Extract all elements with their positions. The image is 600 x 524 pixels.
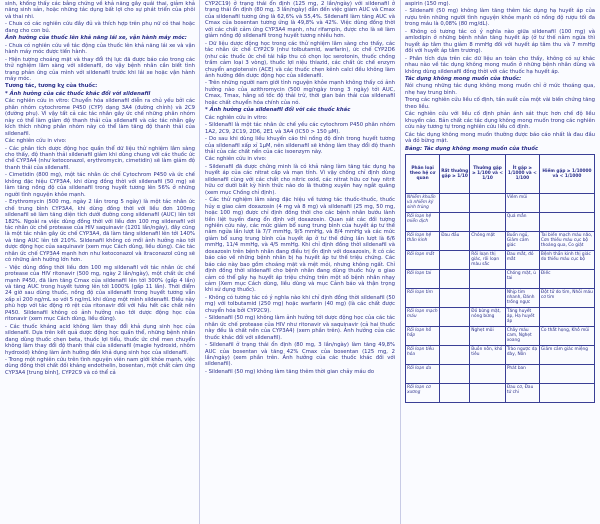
body-paragraph: - Sildenafil đã được chứng minh là có khả năng làm tăng tác dụng hạ huyết áp của các nitrat cấp và mạn tính. Vì vậy chống chỉ định dùng sildenafil cùng với các chất cho nitric oxid, các nitrat hữu cơ hay nitrit hữu cơ dưới bất kỳ hình thức nào do là thường xuyên hay ngắt quãng (xem mục Chống chỉ định). [205,163,395,196]
body-paragraph: - Do sau khi dùng liều khuyến cáo thì nồng độ đỉnh trong huyết tương của sildenafil xấp xỉ 1μM, nên sildenafil sẽ không làm thay đổi độ thanh thải của các chất nền của các isoenzym này. [205,136,395,155]
body-paragraph: - Trong một nghiên cứu trên tình nguyện viên nam giới khỏe mạnh, việc dùng đồng thời chất đối kháng endothelin, bosentan, một chất cảm ứng CYP3A4 [trung bình], CYP2C9 và có thể cả [5,357,195,376]
section-heading: Tương tác, tương kỵ của thuốc: [5,83,98,90]
table-cell: Giảm cảm giác miệng [539,345,594,364]
table-row [406,326,595,345]
text-column-1 [2,0,198,524]
table-cell [470,193,506,212]
body-paragraph: - Các thử nghiệm lâm sàng đặc hiệu về tương tác thuốc-thuốc, thuốc hủy α giao cảm doxazosin (4 mg và 8 mg) và sildenafil (25 mg, 50 mg, hoặc 100 mg) được chỉ định đồng thời cho các bệnh nhân bướu lành tiền liệt tuyến đang ổn định với doxazosin. Quan sát các đối tượng nghiên cứu này, các mức giảm bổ sung trung bình của huyết áp tư thế nằm ngửa lần lượt là 7/7 mmHg, 9/5 mmHg, và 8/4 mmHg và các mức giảm bổ sung trung bình của huyết áp ở tư thế đứng lần lượt là 6/6 mmHg, 11/4 mmHg, và 4/5 mmHg. Khi chỉ định đồng thời sildenafil và doxazosin trên bệnh nhân đang điều trị ổn định với doxazosin, ít có các báo cáo về những bệnh nhân bị hạ huyết áp tư thế triệu chứng. Các báo cáo này bao gồm choáng mặt và mệt mỏi, nhưng không ngất. Chỉ định đồng thời sildenafil cho bệnh nhân đang dùng thuốc hủy α giao cảm có thể gây hạ huyết áp triệu chứng trên một số bệnh nhân nhạy cảm (Xem mục Cách dùng, liều dùng và mục Cảnh báo và thận trọng khi sử dụng thuốc). [205,197,395,294]
table-cell [470,364,506,383]
table-cell [440,212,470,231]
body-paragraph: Các nghiên cứu in vitro: Chuyển hóa sildenafil diễn ra chủ yếu bởi các phân nhóm cytochrome P450 (CYP) dạng 3A4 (đường chính) và 2C9 (đường phụ). Vì vậy tất cả các tác nhân gây ức chế những phân nhóm này có thể làm giảm độ thanh thải của sildenafil và các tác nhân gây kích thích những phân nhóm này có thể làm tăng độ thanh thải của sildenafil. [5,98,195,137]
table-row [406,288,595,307]
body-paragraph: sinh, khống thấy các bằng chứng về khả năng gây quái thai, giảm khả năng sinh sản, hoặc những tác dụng bất lợi cho sự phát triển của phôi và thai nhi. [5,1,195,20]
table-header-cell: Ít gặp ≥ 1/1000 và < 1/100 [505,154,539,193]
organ-system-cell: Rối loạn mạch máu [406,307,440,326]
table-cell: Rối loạn thị giác, rối loạn màu sắc [470,250,506,269]
body-paragraph: - Sildenafil (50 mg) không làm tăng thêm tác dụng hạ huyết áp của rượu trên những người tình nguyện khỏe mạnh có nồng độ rượu tối đa trong máu là 0,08% (80 mg/dL). [405,8,595,28]
table-cell [440,364,470,383]
organ-system-cell: Rối loạn hô hấp [406,326,440,345]
organ-system-cell: Nhiễm khuẩn và nhiễm ký sinh trùng [406,193,440,212]
table-cell [539,193,594,212]
table-header-cell: Rất thường gặp ≥ 1/10 [440,154,470,193]
section-heading: Ảnh hưởng của thuốc lên khả năng lái xe, vận hành máy móc: [5,35,187,42]
table-cell: Đau mắt, đỏ mắt [505,250,539,269]
organ-system-cell: Rối loạn cơ xương [406,383,440,402]
table-cell: Chóng mặt [470,231,506,250]
table-cell: Điếc [539,269,594,288]
table-cell [470,212,506,231]
organ-system-cell: Rối loạn tiêu hóa [406,345,440,364]
table-cell: Chóng mặt, ù tai [505,269,539,288]
table-cell: Co thắt họng, Khô mũi [539,326,594,345]
table-cell [539,364,594,383]
organ-system-cell: Rối loạn mắt [406,250,440,269]
table-cell: Nhịp tim nhanh, Đánh trống ngực [505,288,539,307]
body-paragraph: Các nghiên cứu với liều cố định phản ánh sát thực hơn chế độ liều khuyến cáo. Bản chất các tác dụng không mong muốn trong các nghiên cứu này tương tự trong nghiên cứu liều cố định. [405,111,595,131]
text-column-3 [402,0,598,524]
table-cell: Viêm mũi [505,193,539,212]
table-cell [440,288,470,307]
table-header-row [406,154,595,193]
body-paragraph: Các nghiên cứu in vivo: [5,138,67,145]
body-paragraph: Các nghiên cứu in vivo: [205,156,267,163]
section-heading: Bảng: Tác dụng không mong muốn của thuốc [405,145,539,152]
organ-system-cell: Rối loạn hệ thần kinh [406,231,440,250]
body-paragraph: - Các phân tích dược động học quần thể dữ liệu thử nghiệm lâm sàng cho thấy, độ thanh thải sildenafil giảm khi dùng chung với các thuốc ức chế CYP3A4 (như ketoconazol, erythromycin, cimetidin) sẽ làm giảm độ thanh thải của sildenafil. [5,145,195,171]
body-paragraph: - Sildenafil (50 mg) không làm tăng thêm thời gian chảy máu do [205,368,375,375]
table-row [406,212,595,231]
section-heading: * Ảnh hưởng của các thuốc khác đối với sildenafil [5,90,151,97]
column-divider [400,0,401,524]
section-heading: * Ảnh hưởng của sildenafil đối với các thuốc khác [205,107,351,114]
table-cell: Đau cơ, Đau tứ chi [505,383,539,402]
body-paragraph: - Không có tương tác có ý nghĩa nào giữa sildenafil (100 mg) và amlodipin ở những bệnh nhân tăng huyết áp (ở tư thế nằm ngửa thì huyết áp tâm thu giảm 8 mmHg đối với huyết áp tâm thu và 7 mmHg đối với huyết áp tâm trương). [405,28,595,55]
body-paragraph: - Phân tích dựa trên các dữ liệu an toàn cho thấy, không có sự khác nhau nào về tác dụng không mong muốn ở những bệnh nhân dùng và không dùng sildenafil đồng thời với các thuốc hạ huyết áp. [405,55,595,75]
table-cell: Trào ngược dạ dày, Nôn [505,345,539,364]
organ-system-cell: Rối loạn tai [406,269,440,288]
table-cell [440,326,470,345]
body-paragraph: - Việc dùng đồng thời liều đơn 100 mg sildenafil với tác nhân ức chế protease của HIV ritonavir (500 mg, ngày 2 lần/ngày), một chất ức chế mạnh P450, đã làm tăng Cmax của sildenafil lên tới 300% (gấp 4 lần) và tăng AUC trong huyết tương lên tới 1000% (gấp 11 lần). Thời điểm 24 giờ sau dùng thuốc, nồng độ của sildenafil trong huyết tương vẫn xấp xỉ 200 ng/mL so với 5 ng/mL khi dùng một mình sildenafil. Điều này phù hợp với tác động rõ rệt của ritonavir đối với hầu hết các chất nền P450. Sildenafil không có ảnh hưởng nào tới dược động học của ritonavir (xem mục Cách dùng, liều dùng). [5,264,195,323]
table-cell: Đau đầu [440,231,470,250]
body-paragraph: Các tác dụng không mong muốn thường được báo cáo nhất là đau đầu và đỏ bừng mặt. [405,131,595,145]
table-cell [539,383,594,402]
table-cell: Bệnh thần kinh thị giác do thiếu máu cục bộ [539,250,594,269]
table-cell [470,269,506,288]
body-paragraph: - Chưa có các nghiên cứu đầy đủ và thích hợp trên phụ nữ có thai hoặc đang cho con bú. [5,21,195,34]
table-cell [539,212,594,231]
body-paragraph: - Không có tương tác có ý nghĩa nào khi chỉ định đồng thời sildenafil (50 mg) với tolbutamid (250 mg) hoặc warfarin (40 mg) (là các chất được chuyển hóa bởi CYP2C9). [205,294,395,314]
table-cell: Quá mẫn [505,212,539,231]
table-cell [440,345,470,364]
table-row [406,269,595,288]
table-cell: Buồn nôn, khó tiêu [470,345,506,364]
table-row [406,193,595,212]
organ-system-cell: Rối loạn da [406,364,440,383]
column-divider [199,0,200,524]
table-cell: Phát ban [505,364,539,383]
section-heading: Tác dụng không mong muốn của thuốc: [405,75,522,82]
text-column-2 [202,0,398,524]
table-row [406,364,595,383]
table-cell: Đột tử do tim, Nhồi máu cơ tim [539,288,594,307]
table-cell: Buồn ngủ, Giảm cảm giác [505,231,539,250]
body-paragraph: - Sildenafil là một tác nhân ức chế yếu các cytochrom P450 phân nhóm 1A2, 2C9, 2C19, 2D6, 2E1 và 3A4 (IC50 > 150 μM). [205,122,395,135]
table-cell [470,383,506,402]
table-cell: Chảy máu cam, Nghẹt xoang [505,326,539,345]
body-paragraph: Nói chung những tác dụng không mong muốn chỉ ở mức thoáng qua, nhẹ hay trung bình. [405,83,595,96]
table-header-cell: Thường gặp ≥ 1/100 và < 1/10 [470,154,506,193]
body-paragraph: Trong các nghiên cứu liều cố định, tần suất của một vài biến chứng tăng theo liều. [405,97,595,110]
body-paragraph: - Sildenafil ở trạng thái ổn định (80 mg, 3 lần/ngày) làm tăng 49,8% AUC của bosentan và tăng 42% Cmax của bosentan (125 mg, 2 lần/ngày) (xem phần trên. Ảnh hưởng của các thuốc khác đối với sildenafil). [205,342,395,368]
table-cell: Tai biến mạch máu não, Cơn thiếu máu cục bộ thoáng qua, Co giật [539,231,594,250]
body-paragraph: Các nghiên cứu in vitro: [205,114,268,121]
table-row [406,250,595,269]
organ-system-cell: Rối loạn tim [406,288,440,307]
body-paragraph: - Trên những người nam giới tình nguyện khỏe mạnh không thấy có ảnh hưởng nào của azithromycin (500 mg/ngày trong 3 ngày) tới AUC, Cmax, Tmax, hằng số tốc độ thải trừ, thời gian bán thải của sildenafil hoặc chất chuyển hóa chính của nó. [205,80,395,106]
table-row [406,345,595,364]
body-paragraph: - Dữ liệu dược động học trong các thử nghiệm lâm sàng cho thấy, các tác nhân ức chế CYP2C9 (như tolbutamid, warfarin), ức chế CYP2D6 (như các thuốc ức chế tái hấp thu có chọn lọc serotonin, thuốc chống trầm cảm loại 3 vòng), thuốc lợi niệu thiazid, các chất ức chế enzym chuyển angiotensin (ACE) và các thuốc chẹn kênh calci đều không làm ảnh hưởng đến dược động học của sildenafil. [205,40,395,79]
adverse-effects-table [405,154,595,403]
table-cell: Đỏ bừng mặt, nóng bừng [470,307,506,326]
body-paragraph: CYP2C19) ở trạng thái ổn định (125 mg, 2 lần/ngày) với sildenafil ở trạng thái ổn định (80 mg, 3 lần/ngày) dẫn đến việc giảm AUC và Cmax của sildenafil tương ứng là 62,6% và 55,4%. Sildenafil làm tăng AUC và Cmax của bosentan tương ứng là 49,8% và 42%. Việc dùng đồng thời với các chất cảm ứng CYP3A4 mạnh, như rifampin, được cho là sẽ làm giảm nồng độ sildenafil trong huyết tương nhiều hơn. [205,1,395,40]
table-cell [440,250,470,269]
table-cell [440,193,470,212]
table-cell [539,307,594,326]
table-cell [440,383,470,402]
table-header-cell: Hiếm gặp ≥ 1/10000 và < 1/1000 [539,154,594,193]
table-cell: Tăng huyết áp, Hạ huyết áp [505,307,539,326]
table-cell [470,288,506,307]
table-cell [440,307,470,326]
table-row [406,307,595,326]
table-header-cell: Phân loại theo hệ cơ quan [406,154,440,193]
table-row [406,383,595,402]
body-paragraph: - Erythromycin (500 mg, ngày 2 lần trong 5 ngày) là một tác nhân ức chế trung bình CYP3A4, khi dùng đồng thời với liều đơn 100mg sildenafil sẽ làm tăng diện tích dưới đường cong sildenafil (AUC) lên tới 182%. Ngoài ra việc dùng đồng thời với liều đơn 100 mg sildenafil với tác nhân ức chế protease của HIV saquinavir (1201 lần/ngày), đây cũng là một tác nhân gây ức chế CYP3A4, đã làm tăng sildenafil lên tới 140% và tăng AUC lên tới 210%. Sildenafil không có mối ảnh hưởng nào tới dược động học của saquinavir (xem mục Cách dùng, liều dùng). Các tác nhân ức chế CYP3A4 mạnh hơn như ketoconazol và itraconazol cũng sẽ có những ảnh hưởng lớn hơn. [5,199,195,264]
body-paragraph: aspirin (150 mg). [405,1,451,7]
body-paragraph: - Các thuốc kháng acid không làm thay đổi khả dụng sinh học của sildenafil. Dựa trên kết quả dược động học quần thể, những bệnh nhân đang dùng thuốc chẹn beta, thuốc lợi tiểu, thuốc ức chế men chuyển không làm thay đổi độ thanh thải của sildenafil (magie hydroxid, nhôm hydroxid) không làm ảnh hưởng đến khả dụng sinh học của sildenafil. [5,323,195,356]
body-paragraph: - Cimetidin (800 mg), một tác nhân ức chế Cytochrom P450 và ức chế không đặc hiệu CYP3A4, khi dùng đồng thời với sildenafil (50 mg) sẽ làm tăng nồng độ của sildenafil trong huyết tương lên 56% ở những người tình nguyện khỏe mạnh. [5,172,195,198]
table-cell [440,269,470,288]
organ-system-cell: Rối loạn hệ miễn dịch [406,212,440,231]
body-paragraph: - Hiện tượng choáng mặt và thay đổi thị lực đã được báo cáo trong các thử nghiệm lâm sàng với sildenafil, do vậy bệnh nhân cần biết tình trạng phản ứng của mình với sildenafil trước khi lái xe hoặc vận hành máy móc. [5,56,195,82]
table-cell: Nghẹt mũi [470,326,506,345]
table-row [406,231,595,250]
body-paragraph: - Sildenafil (50 mg) không làm ảnh hưởng tới dược động học của các tác nhân ức chế protease của HIV như ritonavir và saquinavir (cả hai thuốc này đều là chất nền của CYP3A4) (xem phần trên). Ảnh hưởng của các thuốc khác đối với sildenafil). [205,315,395,341]
body-paragraph: - Chưa có nghiên cứu về tác động của thuốc lên khả năng lái xe và vận hành máy móc được tiến hành. [5,42,195,56]
